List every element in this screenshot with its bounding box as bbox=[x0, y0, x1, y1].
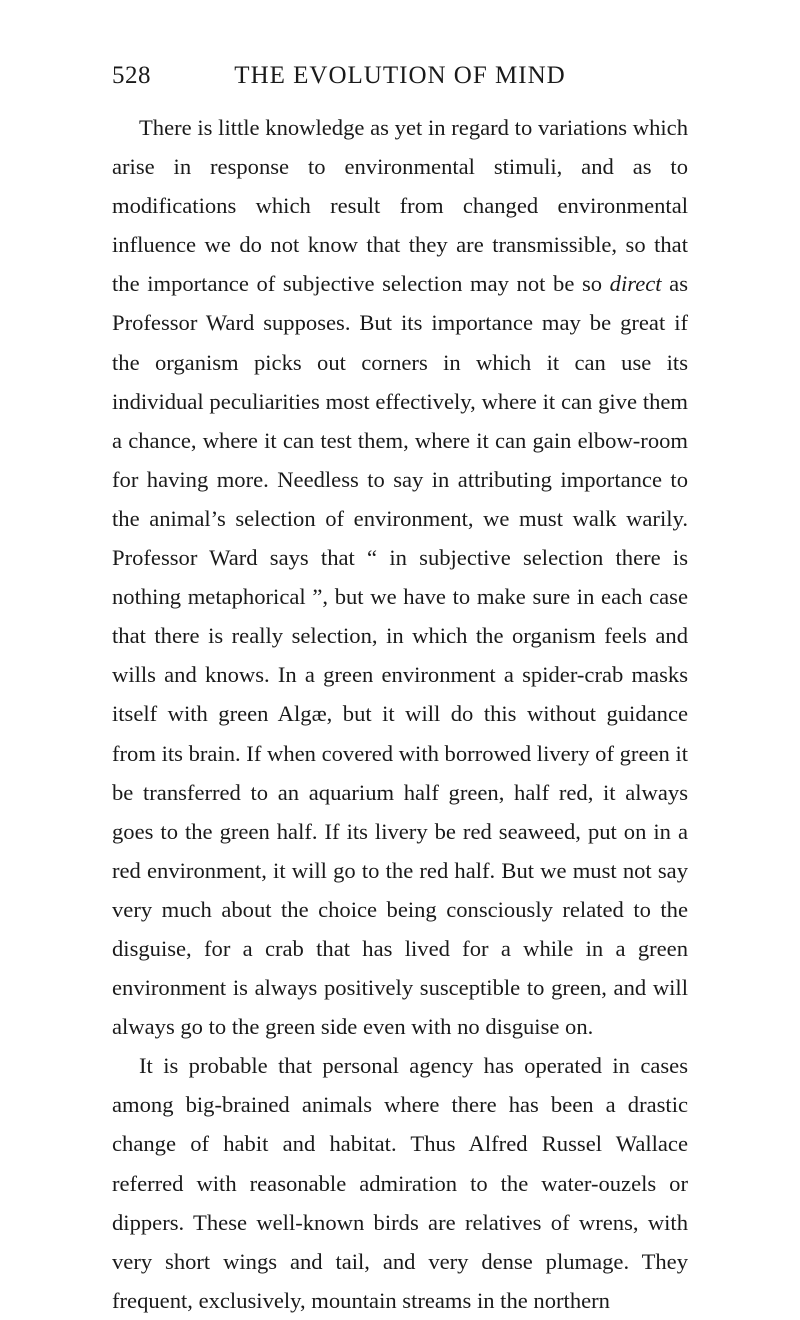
page-header bbox=[112, 62, 688, 96]
paragraph bbox=[112, 108, 688, 1046]
page-number: 528 bbox=[112, 62, 151, 89]
paragraph: It is probable that personal agency has operated in cases among big-brained animals where there has been a drastic change of habit and habitat. Thus Alfred Russel Wallace referred with reasonable admiration to the water-ouzels or dippers. These well-known birds are relatives of wrens, with very short wings and tail, and very dense plumage. They frequent, exclusively, mountain streams in the northern bbox=[112, 1053, 688, 1313]
emphasized-word: direct bbox=[609, 271, 662, 297]
running-head: THE EVOLUTION OF MIND bbox=[234, 62, 566, 89]
paragraph-text: There is little knowledge as yet in regard to variations which arise in response to environmental stimuli, and as to modifications which result from changed environmental influence we do not know that they are transmissible, so that the importance of subjective selection may not be so bbox=[112, 115, 688, 297]
body-text bbox=[112, 108, 688, 1320]
paragraph-text: as Professor Ward supposes. But its importance may be great if the organism picks out corners in which it can use its individual peculiarities most effectively, where it can give them a chance, where it can test them, where it can gain elbow-room for having more. Needless to say in attributing importance to the animal’s selection of environment, we must walk warily. Professor Ward says that “ in subjective selection there is nothing metaphorical ”, but we have to make sure in each case that there is really selection, in which the organism feels and wills and knows. In a green environment a spider-crab masks itself with green Algæ, but it will do this without guidance from its brain. If when covered with borrowed livery of green it be transferred to an aquarium half green, half red, it always goes to the green half. If its livery be red seaweed, put on in a red environment, it will go to the red half. But we must not say very much about the choice being consciously related to the disguise, for a crab that has lived for a while in a green environment is always positively susceptible to green, and will always go to the green side even with no disguise on. bbox=[112, 271, 688, 1040]
